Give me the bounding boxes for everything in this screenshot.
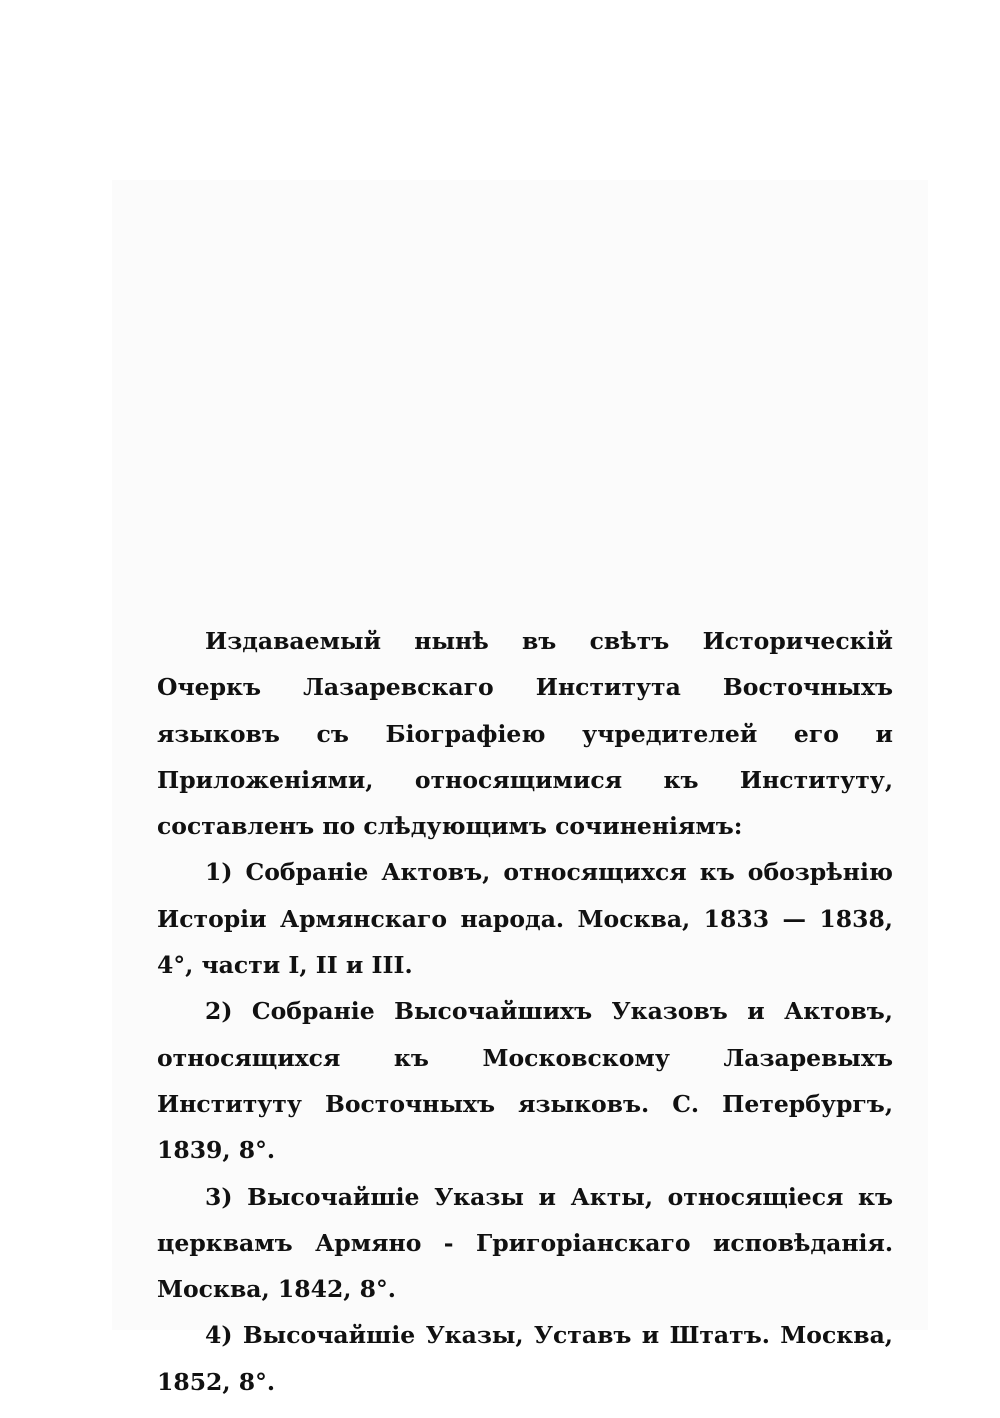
source-item-3: 3) Высочайшіе Указы и Акты, относящіеся къ церквамъ Армяно - Григоріанскаго исповѣданія. Москва, 1842, 8°.: [157, 1182, 893, 1304]
intro-paragraph: Издаваемый нынѣ въ свѣтъ Историческій Очеркъ Лазаревскаго Института Восточныхъ языковъ съ Біографіею учредителей его и Приложеніями, относящимися къ Институту, составленъ по слѣдующимъ сочиненіямъ:: [157, 627, 893, 841]
document-body: [157, 618, 893, 1405]
source-item-4: 4) Высочайшіе Указы, Уставъ и Штатъ. Москва, 1852, 8°.: [157, 1321, 893, 1396]
source-item-1: 1) Собраніе Актовъ, относящихся къ обозрѣнію Исторіи Армянскаго народа. Москва, 1833 — 1838, 4°, части I, II и III.: [157, 858, 893, 980]
source-item-2: 2) Собраніе Высочайшихъ Указовъ и Актовъ, относящихся къ Московскому Лазаревыхъ Институту Восточныхъ языковъ. С. Петербургъ, 1839, 8°.: [157, 997, 893, 1165]
